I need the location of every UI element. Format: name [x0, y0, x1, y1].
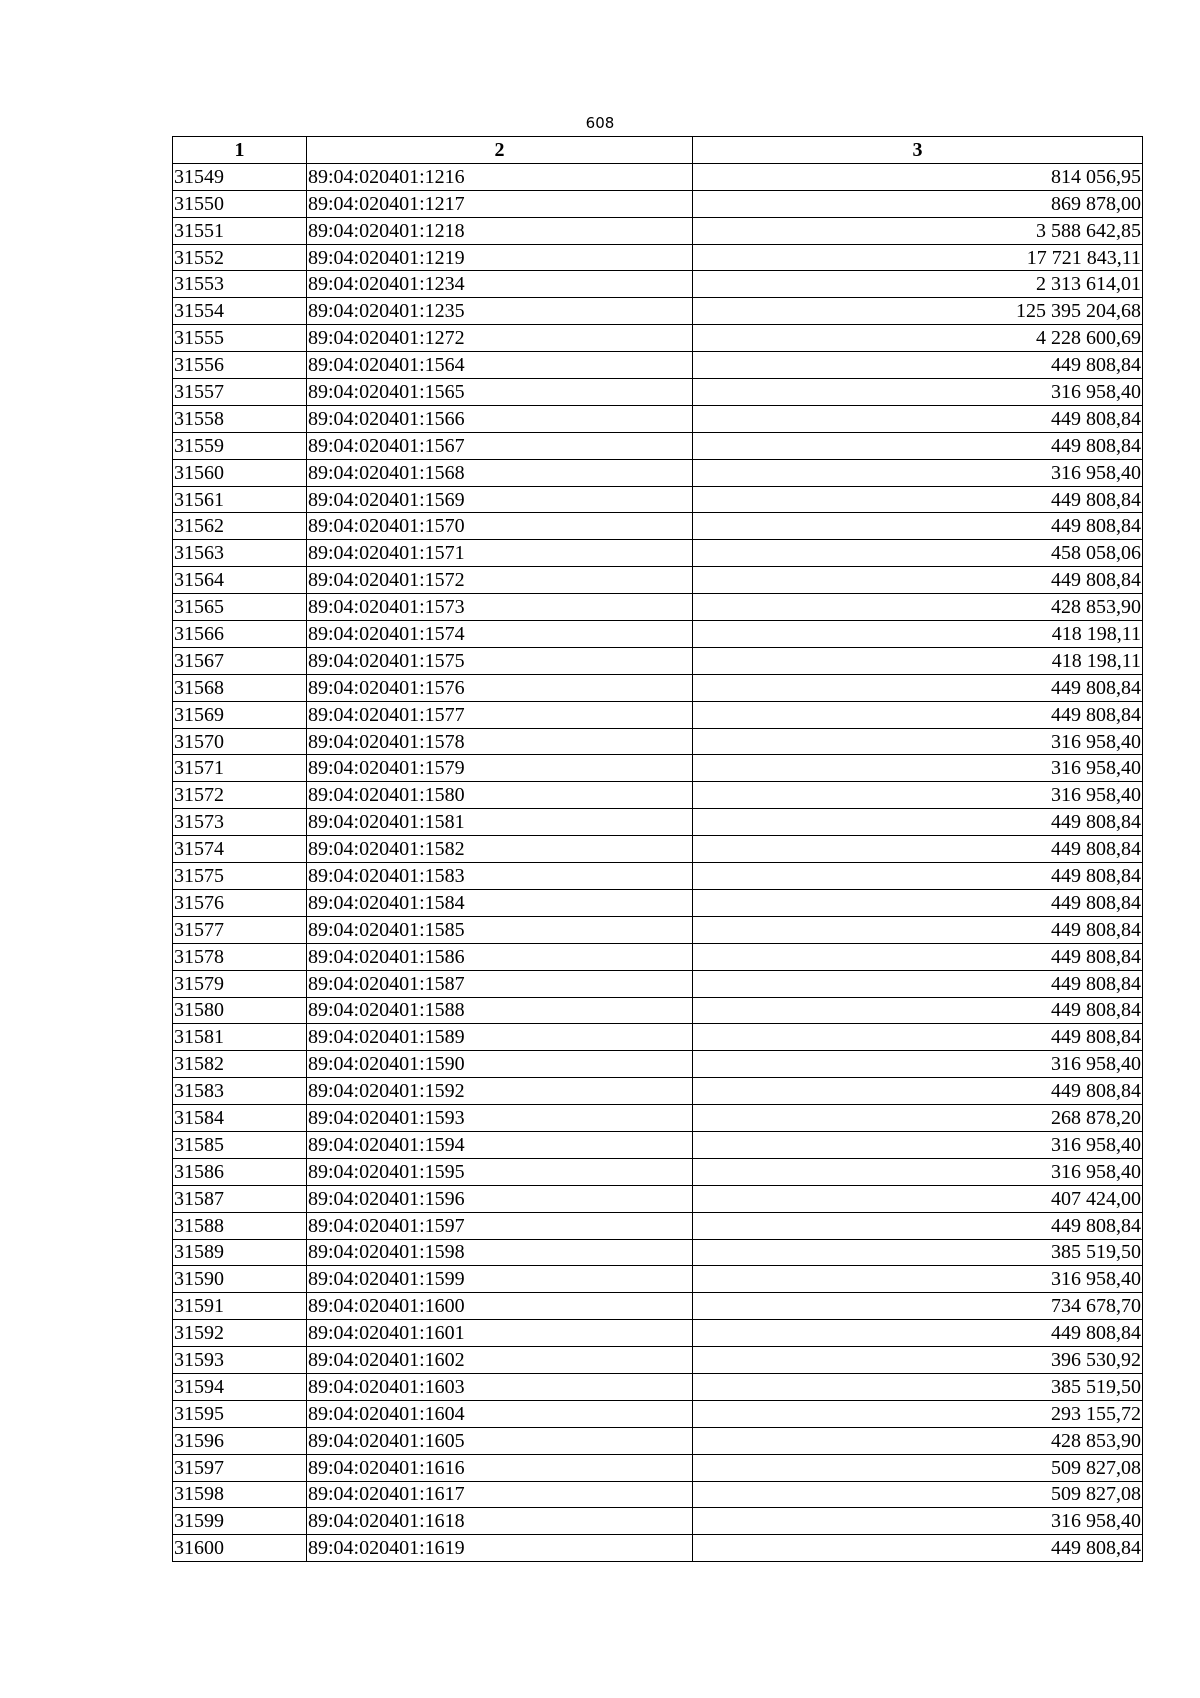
- cadastral-number-cell: 89:04:020401:1605: [307, 1427, 693, 1454]
- table-row: [173, 916, 1143, 943]
- table-row: [173, 1454, 1143, 1481]
- row-number-cell: 31570: [173, 728, 307, 755]
- value-cell: 449 808,84: [693, 970, 1143, 997]
- table-row: [173, 1266, 1143, 1293]
- row-number-cell: 31589: [173, 1239, 307, 1266]
- table-row: [173, 1185, 1143, 1212]
- cadastral-number-cell: 89:04:020401:1584: [307, 889, 693, 916]
- cadastral-number-cell: 89:04:020401:1596: [307, 1185, 693, 1212]
- row-number-cell: 31593: [173, 1347, 307, 1374]
- cadastral-number-cell: 89:04:020401:1234: [307, 271, 693, 298]
- value-cell: 316 958,40: [693, 728, 1143, 755]
- row-number-cell: 31597: [173, 1454, 307, 1481]
- row-number-cell: 31592: [173, 1320, 307, 1347]
- row-number-cell: 31591: [173, 1293, 307, 1320]
- value-cell: 449 808,84: [693, 352, 1143, 379]
- row-number-cell: 31562: [173, 513, 307, 540]
- cadastral-number-cell: 89:04:020401:1593: [307, 1105, 693, 1132]
- value-cell: 396 530,92: [693, 1347, 1143, 1374]
- column-header-1: 1: [173, 137, 307, 164]
- table-row: [173, 1131, 1143, 1158]
- table-row: [173, 432, 1143, 459]
- cadastral-number-cell: 89:04:020401:1580: [307, 782, 693, 809]
- row-number-cell: 31553: [173, 271, 307, 298]
- value-cell: 316 958,40: [693, 459, 1143, 486]
- cadastral-number-cell: 89:04:020401:1216: [307, 163, 693, 190]
- row-number-cell: 31588: [173, 1212, 307, 1239]
- row-number-cell: 31561: [173, 486, 307, 513]
- value-cell: 268 878,20: [693, 1105, 1143, 1132]
- row-number-cell: 31560: [173, 459, 307, 486]
- cadastral-number-cell: 89:04:020401:1595: [307, 1158, 693, 1185]
- value-cell: 449 808,84: [693, 513, 1143, 540]
- value-cell: 869 878,00: [693, 190, 1143, 217]
- cadastral-number-cell: 89:04:020401:1587: [307, 970, 693, 997]
- value-cell: 316 958,40: [693, 755, 1143, 782]
- row-number-cell: 31566: [173, 621, 307, 648]
- value-cell: 316 958,40: [693, 1051, 1143, 1078]
- value-cell: 428 853,90: [693, 1427, 1143, 1454]
- table-row: [173, 163, 1143, 190]
- cadastral-number-cell: 89:04:020401:1219: [307, 244, 693, 271]
- table-row: [173, 513, 1143, 540]
- value-cell: 449 808,84: [693, 916, 1143, 943]
- row-number-cell: 31596: [173, 1427, 307, 1454]
- table-row: [173, 486, 1143, 513]
- cadastral-number-cell: 89:04:020401:1618: [307, 1508, 693, 1535]
- value-cell: 449 808,84: [693, 1024, 1143, 1051]
- row-number-cell: 31557: [173, 379, 307, 406]
- cadastral-number-cell: 89:04:020401:1579: [307, 755, 693, 782]
- table-row: [173, 271, 1143, 298]
- row-number-cell: 31551: [173, 217, 307, 244]
- value-cell: 385 519,50: [693, 1239, 1143, 1266]
- table-row: [173, 943, 1143, 970]
- row-number-cell: 31555: [173, 325, 307, 352]
- table-row: [173, 836, 1143, 863]
- cadastral-number-cell: 89:04:020401:1588: [307, 997, 693, 1024]
- column-header-2: 2: [307, 137, 693, 164]
- row-number-cell: 31581: [173, 1024, 307, 1051]
- row-number-cell: 31559: [173, 432, 307, 459]
- row-number-cell: 31583: [173, 1078, 307, 1105]
- row-number-cell: 31573: [173, 809, 307, 836]
- cadastral-number-cell: 89:04:020401:1583: [307, 863, 693, 890]
- cadastral-number-cell: 89:04:020401:1600: [307, 1293, 693, 1320]
- cadastral-number-cell: 89:04:020401:1594: [307, 1131, 693, 1158]
- cadastral-number-cell: 89:04:020401:1571: [307, 540, 693, 567]
- row-number-cell: 31576: [173, 889, 307, 916]
- table-row: [173, 1481, 1143, 1508]
- cadastral-number-cell: 89:04:020401:1575: [307, 647, 693, 674]
- row-number-cell: 31585: [173, 1131, 307, 1158]
- table-row: [173, 217, 1143, 244]
- row-number-cell: 31600: [173, 1535, 307, 1562]
- table-row: [173, 863, 1143, 890]
- table-row: [173, 1078, 1143, 1105]
- table-row: [173, 1293, 1143, 1320]
- table-row: [173, 1400, 1143, 1427]
- value-cell: 449 808,84: [693, 863, 1143, 890]
- row-number-cell: 31586: [173, 1158, 307, 1185]
- table-row: [173, 1373, 1143, 1400]
- value-cell: 316 958,40: [693, 1508, 1143, 1535]
- table-row: [173, 755, 1143, 782]
- row-number-cell: 31571: [173, 755, 307, 782]
- value-cell: 449 808,84: [693, 1078, 1143, 1105]
- cadastral-number-cell: 89:04:020401:1586: [307, 943, 693, 970]
- table-row: [173, 674, 1143, 701]
- table-row: [173, 352, 1143, 379]
- cadastral-number-cell: 89:04:020401:1577: [307, 701, 693, 728]
- row-number-cell: 31550: [173, 190, 307, 217]
- cadastral-number-cell: 89:04:020401:1572: [307, 567, 693, 594]
- table-row: [173, 1427, 1143, 1454]
- cadastral-number-cell: 89:04:020401:1565: [307, 379, 693, 406]
- row-number-cell: 31567: [173, 647, 307, 674]
- value-cell: 125 395 204,68: [693, 298, 1143, 325]
- value-cell: 734 678,70: [693, 1293, 1143, 1320]
- row-number-cell: 31598: [173, 1481, 307, 1508]
- data-table: [172, 136, 1143, 1562]
- cadastral-number-cell: 89:04:020401:1619: [307, 1535, 693, 1562]
- table-row: [173, 1320, 1143, 1347]
- cadastral-number-cell: 89:04:020401:1601: [307, 1320, 693, 1347]
- cadastral-number-cell: 89:04:020401:1235: [307, 298, 693, 325]
- table-row: [173, 997, 1143, 1024]
- cadastral-number-cell: 89:04:020401:1217: [307, 190, 693, 217]
- row-number-cell: 31599: [173, 1508, 307, 1535]
- header-row: [173, 137, 1143, 164]
- table-row: [173, 379, 1143, 406]
- cadastral-number-cell: 89:04:020401:1574: [307, 621, 693, 648]
- row-number-cell: 31549: [173, 163, 307, 190]
- cadastral-number-cell: 89:04:020401:1582: [307, 836, 693, 863]
- row-number-cell: 31582: [173, 1051, 307, 1078]
- cadastral-number-cell: 89:04:020401:1576: [307, 674, 693, 701]
- value-cell: 509 827,08: [693, 1481, 1143, 1508]
- table-row: [173, 621, 1143, 648]
- cadastral-number-cell: 89:04:020401:1564: [307, 352, 693, 379]
- row-number-cell: 31565: [173, 594, 307, 621]
- cadastral-number-cell: 89:04:020401:1218: [307, 217, 693, 244]
- table-row: [173, 540, 1143, 567]
- row-number-cell: 31584: [173, 1105, 307, 1132]
- cadastral-number-cell: 89:04:020401:1581: [307, 809, 693, 836]
- row-number-cell: 31577: [173, 916, 307, 943]
- row-number-cell: 31575: [173, 863, 307, 890]
- table-row: [173, 459, 1143, 486]
- cadastral-number-cell: 89:04:020401:1602: [307, 1347, 693, 1374]
- cadastral-number-cell: 89:04:020401:1598: [307, 1239, 693, 1266]
- row-number-cell: 31580: [173, 997, 307, 1024]
- value-cell: 449 808,84: [693, 1320, 1143, 1347]
- value-cell: 293 155,72: [693, 1400, 1143, 1427]
- value-cell: 316 958,40: [693, 379, 1143, 406]
- value-cell: 449 808,84: [693, 567, 1143, 594]
- value-cell: 449 808,84: [693, 432, 1143, 459]
- value-cell: 316 958,40: [693, 782, 1143, 809]
- row-number-cell: 31590: [173, 1266, 307, 1293]
- value-cell: 316 958,40: [693, 1266, 1143, 1293]
- cadastral-number-cell: 89:04:020401:1604: [307, 1400, 693, 1427]
- cadastral-number-cell: 89:04:020401:1589: [307, 1024, 693, 1051]
- value-cell: 449 808,84: [693, 486, 1143, 513]
- table-row: [173, 728, 1143, 755]
- row-number-cell: 31572: [173, 782, 307, 809]
- table-row: [173, 244, 1143, 271]
- row-number-cell: 31552: [173, 244, 307, 271]
- value-cell: 407 424,00: [693, 1185, 1143, 1212]
- value-cell: 449 808,84: [693, 674, 1143, 701]
- cadastral-number-cell: 89:04:020401:1567: [307, 432, 693, 459]
- cadastral-number-cell: 89:04:020401:1573: [307, 594, 693, 621]
- cadastral-number-cell: 89:04:020401:1617: [307, 1481, 693, 1508]
- value-cell: 418 198,11: [693, 647, 1143, 674]
- row-number-cell: 31554: [173, 298, 307, 325]
- table-row: [173, 647, 1143, 674]
- page-number: 608: [585, 114, 615, 132]
- row-number-cell: 31574: [173, 836, 307, 863]
- value-cell: 449 808,84: [693, 1212, 1143, 1239]
- row-number-cell: 31595: [173, 1400, 307, 1427]
- column-header-3: 3: [693, 137, 1143, 164]
- value-cell: 4 228 600,69: [693, 325, 1143, 352]
- table-row: [173, 1158, 1143, 1185]
- cadastral-number-cell: 89:04:020401:1616: [307, 1454, 693, 1481]
- table-row: [173, 1212, 1143, 1239]
- table-header: [173, 137, 1143, 164]
- value-cell: 449 808,84: [693, 1535, 1143, 1562]
- value-cell: 509 827,08: [693, 1454, 1143, 1481]
- table-row: [173, 298, 1143, 325]
- row-number-cell: 31556: [173, 352, 307, 379]
- table-row: [173, 970, 1143, 997]
- value-cell: 814 056,95: [693, 163, 1143, 190]
- row-number-cell: 31558: [173, 405, 307, 432]
- cadastral-number-cell: 89:04:020401:1599: [307, 1266, 693, 1293]
- cadastral-number-cell: 89:04:020401:1569: [307, 486, 693, 513]
- value-cell: 17 721 843,11: [693, 244, 1143, 271]
- cadastral-number-cell: 89:04:020401:1597: [307, 1212, 693, 1239]
- value-cell: 428 853,90: [693, 594, 1143, 621]
- cadastral-number-cell: 89:04:020401:1578: [307, 728, 693, 755]
- table-row: [173, 1508, 1143, 1535]
- value-cell: 3 588 642,85: [693, 217, 1143, 244]
- table-row: [173, 889, 1143, 916]
- cadastral-number-cell: 89:04:020401:1592: [307, 1078, 693, 1105]
- cadastral-number-cell: 89:04:020401:1272: [307, 325, 693, 352]
- value-cell: 449 808,84: [693, 997, 1143, 1024]
- table-row: [173, 1024, 1143, 1051]
- cadastral-number-cell: 89:04:020401:1570: [307, 513, 693, 540]
- value-cell: 316 958,40: [693, 1158, 1143, 1185]
- value-cell: 316 958,40: [693, 1131, 1143, 1158]
- table-row: [173, 1239, 1143, 1266]
- value-cell: 449 808,84: [693, 405, 1143, 432]
- row-number-cell: 31578: [173, 943, 307, 970]
- table-row: [173, 701, 1143, 728]
- row-number-cell: 31594: [173, 1373, 307, 1400]
- value-cell: 449 808,84: [693, 701, 1143, 728]
- cadastral-number-cell: 89:04:020401:1568: [307, 459, 693, 486]
- row-number-cell: 31568: [173, 674, 307, 701]
- table-row: [173, 1105, 1143, 1132]
- table-row: [173, 594, 1143, 621]
- row-number-cell: 31564: [173, 567, 307, 594]
- value-cell: 418 198,11: [693, 621, 1143, 648]
- value-cell: 458 058,06: [693, 540, 1143, 567]
- value-cell: 449 808,84: [693, 889, 1143, 916]
- row-number-cell: 31569: [173, 701, 307, 728]
- table-row: [173, 1535, 1143, 1562]
- table-row: [173, 405, 1143, 432]
- value-cell: 385 519,50: [693, 1373, 1143, 1400]
- value-cell: 449 808,84: [693, 943, 1143, 970]
- table-row: [173, 190, 1143, 217]
- table-row: [173, 809, 1143, 836]
- table-row: [173, 1051, 1143, 1078]
- row-number-cell: 31563: [173, 540, 307, 567]
- table-body: [173, 163, 1143, 1561]
- value-cell: 2 313 614,01: [693, 271, 1143, 298]
- cadastral-number-cell: 89:04:020401:1585: [307, 916, 693, 943]
- table-row: [173, 782, 1143, 809]
- value-cell: 449 808,84: [693, 809, 1143, 836]
- table-row: [173, 325, 1143, 352]
- table-row: [173, 567, 1143, 594]
- cadastral-number-cell: 89:04:020401:1603: [307, 1373, 693, 1400]
- row-number-cell: 31579: [173, 970, 307, 997]
- value-cell: 449 808,84: [693, 836, 1143, 863]
- cadastral-number-cell: 89:04:020401:1590: [307, 1051, 693, 1078]
- cadastral-number-cell: 89:04:020401:1566: [307, 405, 693, 432]
- row-number-cell: 31587: [173, 1185, 307, 1212]
- table-row: [173, 1347, 1143, 1374]
